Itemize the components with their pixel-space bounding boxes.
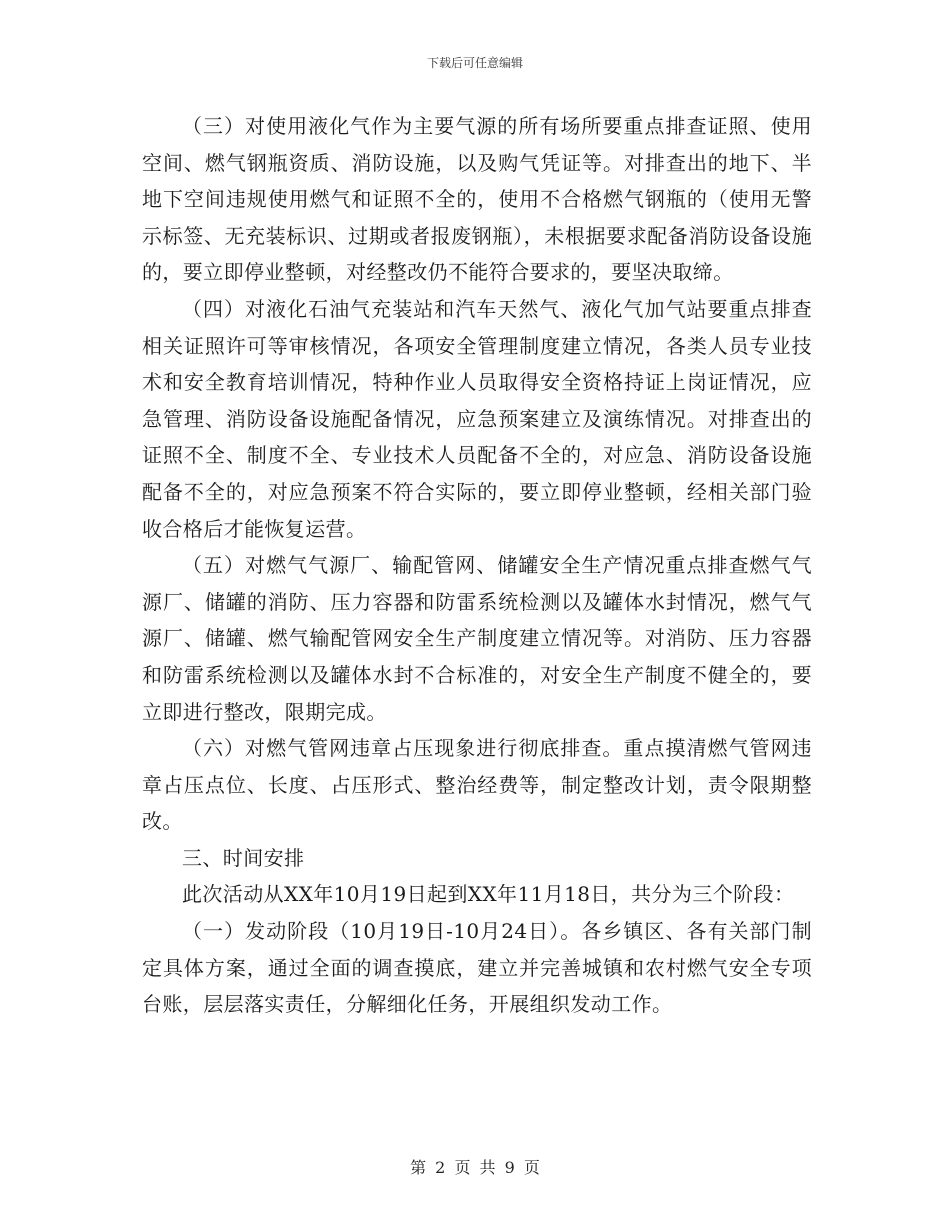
paragraph-schedule-intro: 此次活动从XX年10月19日起到XX年11月18日，共分为三个阶段： bbox=[182, 882, 795, 907]
paragraph-section-5: （五）对燃气气源厂、输配管网、储罐安全生产情况重点排查燃气气源厂、储罐的消防、压力容器和防雷系统检测以及罐体水封情况，燃气气源厂、储罐、燃气输配管网安全生产制度建立情况等。对消防、压力容器和防雷系统检测以及罐体水封不合标准的，对安全生产制度不健全的，要立即进行整改，限期完成。 bbox=[142, 553, 812, 724]
page-header: 下载后可任意编辑 bbox=[426, 56, 523, 70]
document-body bbox=[142, 108, 812, 1023]
paragraph-phase-1: （一）发动阶段（10月19日-10月24日）。各乡镇区、各有关部门制定具体方案，通过全面的调查摸底，建立并完善城镇和农村燃气安全专项台账，层层落实责任，分解细化任务，开展组织发动工作。 bbox=[142, 919, 812, 1017]
paragraph-section-4: （四）对液化石油气充装站和汽车天然气、液化气加气站要重点排查相关证照许可等审核情况，各项安全管理制度建立情况，各类人员专业技术和安全教育培训情况，特种作业人员取得安全资格持证上岗证情况，应急管理、消防设备设施配备情况，应急预案建立及演练情况。对排查出的证照不全、制度不全、专业技术人员配备不全的，对应急、消防设备设施配备不全的，对应急预案不符合实际的，要立即停业整顿，经相关部门验收合格后才能恢复运营。 bbox=[142, 296, 812, 541]
page-number-footer: 第 2 页 共 9 页 bbox=[410, 1158, 540, 1177]
paragraph-section-6: （六）对燃气管网违章占压现象进行彻底排查。重点摸清燃气管网违章占压点位、长度、占压形式、整治经费等，制定整改计划，责令限期整改。 bbox=[142, 736, 812, 834]
paragraph-section-3: （三）对使用液化气作为主要气源的所有场所要重点排查证照、使用空间、燃气钢瓶资质、消防设施，以及购气凭证等。对排查出的地下、半地下空间违规使用燃气和证照不全的，使用不合格燃气钢瓶的（使用无警示标签、无充装标识、过期或者报废钢瓶），未根据要求配备消防设备设施的，要立即停业整顿，对经整改仍不能符合要求的，要坚决取缔。 bbox=[142, 114, 812, 285]
section-heading-schedule: 三、时间安排 bbox=[182, 845, 305, 870]
